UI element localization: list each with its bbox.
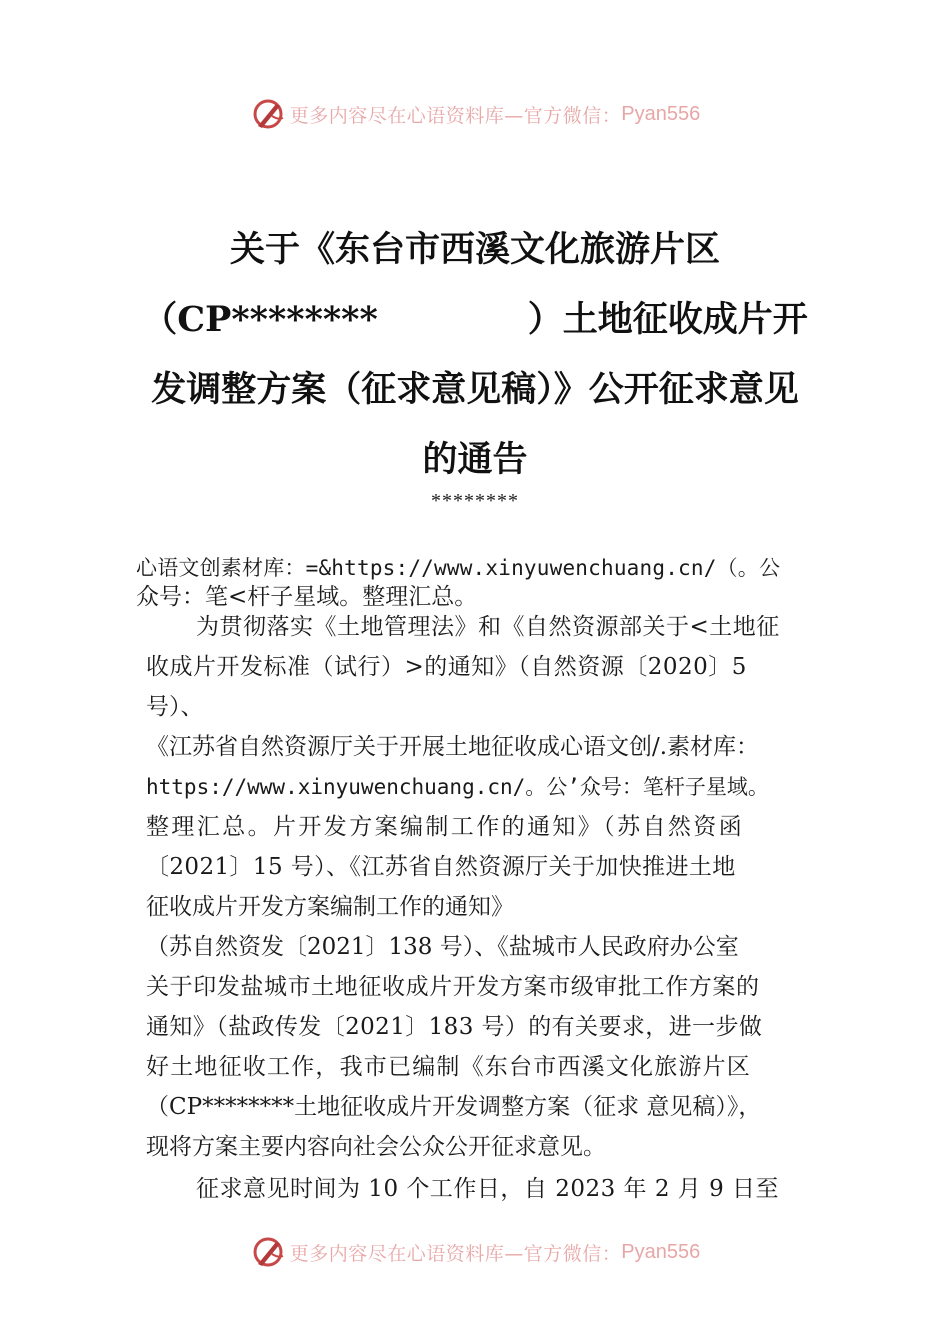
title-line-1: 关于《东台市西溪文化旅游片区 bbox=[229, 229, 720, 270]
quill-logo-icon bbox=[250, 1234, 286, 1270]
quill-logo-icon bbox=[250, 96, 286, 132]
title-line-4: 的通告 bbox=[422, 439, 528, 480]
body-line: （CP********土地征收成片开发调整方案（征求 意见稿）》， bbox=[146, 1094, 762, 1120]
body-line: 《江苏省自然资源厅关于开展土地征收成心语文创/.素材库： bbox=[146, 734, 760, 760]
body-line: 好土地征收工作，我市已编制《东台市西溪文化旅游片区 bbox=[146, 1054, 751, 1080]
body-line: 征收成片开发方案编制工作的通知》 bbox=[146, 894, 514, 920]
subtitle-number: ******** bbox=[431, 490, 519, 512]
title-line-2a: （CP******** bbox=[142, 299, 378, 340]
body-line: 征求意见时间为 10 个工作日，自 2023 年 2 月 9 日至 bbox=[196, 1176, 780, 1202]
body-line: 众号：笔<杆子星域。整理汇总。 bbox=[136, 584, 478, 610]
watermark-id: Pyan556 bbox=[621, 1240, 701, 1263]
body-line: 关于印发盐城市土地征收成片开发方案市级审批工作方案的 bbox=[146, 974, 760, 1000]
body-line: 整理汇总。片开发方案编制工作的通知》（苏自然资函 bbox=[146, 814, 745, 840]
title-line-2b: ）土地征收成片开 bbox=[527, 299, 808, 340]
watermark-banner-bottom bbox=[0, 1232, 950, 1272]
watermark-text: 更多内容尽在心语资料库—官方微信： bbox=[289, 104, 622, 127]
body-line: 〔2021〕15 号）、《江苏省自然资源厅关于加快推进土地 bbox=[146, 854, 736, 880]
body-line: （苏自然资发〔2021〕138 号）、《盐城市人民政府办公室 bbox=[146, 934, 739, 960]
body-line: 通知》（盐政传发〔2021〕183 号）的有关要求，进一步做 bbox=[146, 1014, 763, 1040]
title-line-2 bbox=[0, 292, 950, 342]
watermark-id: Pyan556 bbox=[621, 102, 701, 125]
watermark-banner-top bbox=[0, 94, 950, 134]
body-line: 收成片开发标准（试行）>的通知》（自然资源〔2020〕5 bbox=[146, 654, 747, 680]
body-line: 号）、 bbox=[146, 694, 204, 720]
body-line: https://www.xinyuwenchuang.cn/。公’众号：笔杆子星域。 bbox=[146, 775, 769, 799]
title-line-3: 发调整方案（征求意见稿）》公开征求意见 bbox=[151, 369, 799, 410]
body-line: 心语文创素材库：=&https://www.xinyuwenchuang.cn/（。公 bbox=[136, 556, 781, 580]
watermark-text: 更多内容尽在心语资料库—官方微信： bbox=[289, 1242, 622, 1265]
body-line: 为贯彻落实《土地管理法》和《自然资源部关于<土地征 bbox=[196, 614, 780, 640]
body-line: 现将方案主要内容向社会公众公开征求意见。 bbox=[146, 1134, 606, 1160]
